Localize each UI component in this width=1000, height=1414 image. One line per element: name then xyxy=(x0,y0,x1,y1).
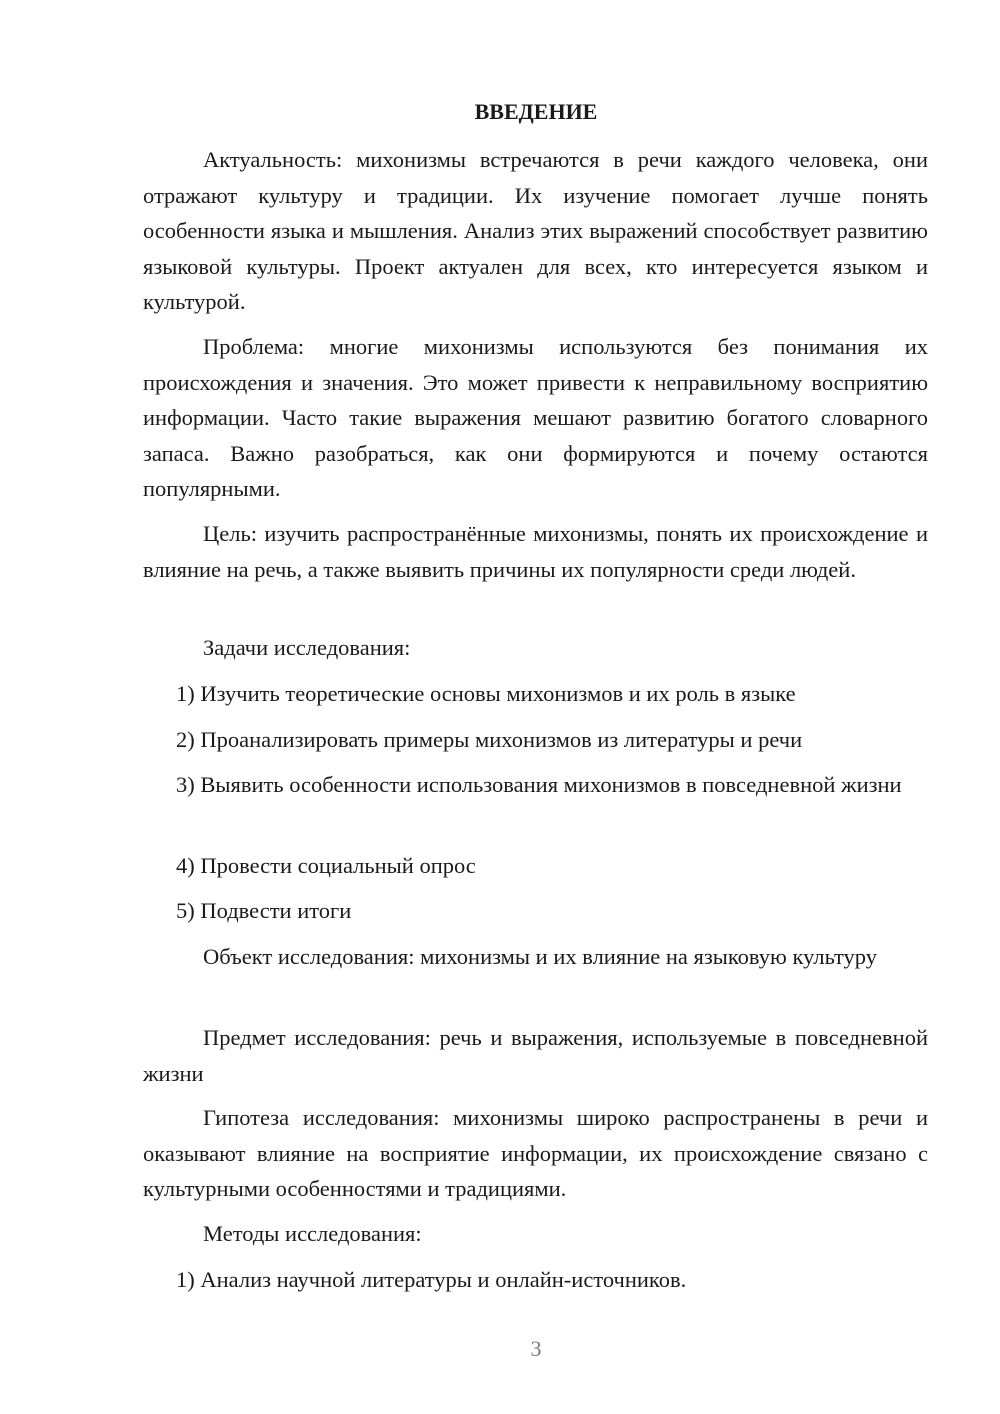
paragraph-hypothesis: Гипотеза исследования: михонизмы широко распространены в речи и оказывают влияние на восприятие информации, их происхождение связано с культурными особенностями и традициями. xyxy=(143,1105,928,1201)
task-item-5: 5) Подвести итоги xyxy=(176,898,352,923)
paragraph-object: Объект исследования: михонизмы и их влияние на языковую культуру xyxy=(203,944,877,969)
method-item-1: 1) Анализ научной литературы и онлайн-источников. xyxy=(176,1267,687,1292)
paragraph-problem: Проблема: многие михонизмы используются без понимания их происхождения и значения. Это может привести к неправильному восприятию информации. Часто такие выражения мешают развитию богатого словарного запаса. Важно разобраться, как они формируются и почему остаются популярными. xyxy=(143,334,928,501)
task-item-1: 1) Изучить теоретические основы михонизмов и их роль в языке xyxy=(176,681,796,706)
paragraph-relevance: Актуальность: михонизмы встречаются в речи каждого человека, они отражают культуру и традиции. Их изучение помогает лучше понять особенности языка и мышления. Анализ этих выражений способствует развитию языковой культуры. Проект актуален для всех, кто интересуется языком и культурой. xyxy=(143,147,928,314)
task-item-4: 4) Провести социальный опрос xyxy=(176,853,476,878)
page-number: 3 xyxy=(530,1336,542,1361)
task-item-2: 2) Проанализировать примеры михонизмов из литературы и речи xyxy=(176,727,803,752)
methods-title: Методы исследования: xyxy=(203,1221,422,1246)
tasks-title: Задачи исследования: xyxy=(203,635,411,660)
paragraph-goal: Цель: изучить распространённые михонизмы, понять их происхождение и влияние на речь, а также выявить причины их популярности среди людей. xyxy=(143,521,928,582)
section-heading: ВВЕДЕНИЕ xyxy=(474,99,598,124)
task-item-3: 3) Выявить особенности использования михонизмов в повседневной жизни xyxy=(176,772,902,797)
paragraph-subject: Предмет исследования: речь и выражения, используемые в повседневной жизни xyxy=(143,1025,928,1086)
